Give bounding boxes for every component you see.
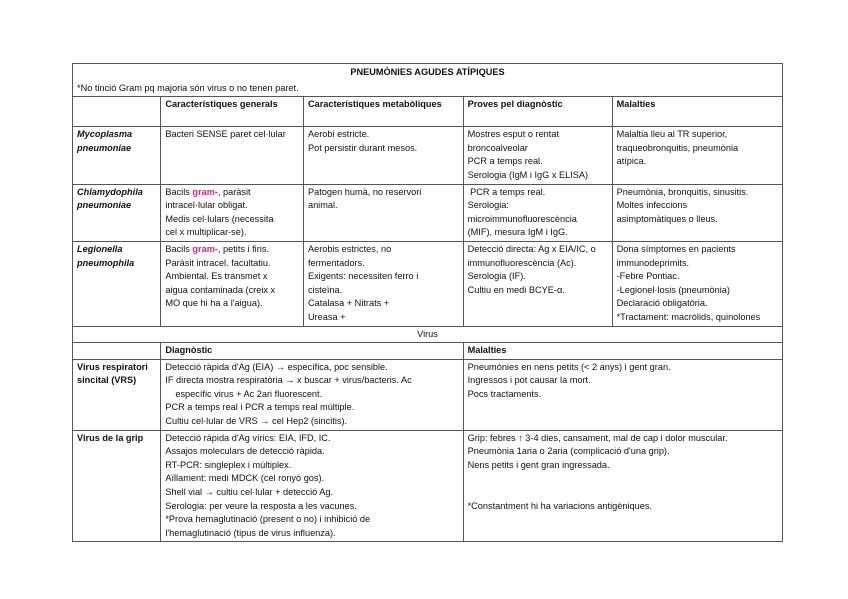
table-row: [73, 359, 783, 430]
header-diseases: Malalties: [612, 97, 782, 127]
header-tests: Proves pel diagnòstic: [463, 97, 612, 127]
diseases-cell: Dona símptomes en pacients immunodeprimits. -Febre Pontiac. -Legionel·losis (pneumònia) Declaració obligatòria. *Tractament: macròlids, quinolones: [612, 241, 782, 326]
diseases-cell: Pneumònia, bronquitis, sinusitis. Moltes infeccions asimptomàtiques o lleus.: [612, 184, 782, 241]
virus-name: Virus respiratori sincital (VRS): [73, 359, 161, 430]
gram-negative-label: gram-: [192, 243, 218, 254]
organism-name: Chlamydophila pneumoniae: [73, 184, 161, 241]
general-cell: Bacteri SENSE paret cel·lular: [161, 127, 304, 184]
tests-cell: PCR a temps real. Serologia: microimmunofluorescència (MIF), mesura IgM i IgG.: [463, 184, 612, 241]
virus-diseases-cell: Pneumònies en nens petits (< 2 anys) i gent gran. Ingressos i pot causar la mort. Pocs tractaments.: [463, 359, 782, 430]
atypical-pneumonia-table: [72, 63, 783, 542]
table-row: [73, 184, 783, 241]
gram-negative-label: gram-: [192, 186, 218, 197]
header-metabolic: Característiques metabòliques: [303, 97, 463, 127]
header-virus-diseases: Malalties: [463, 343, 782, 360]
organism-name: Mycoplasma pneumoniae: [73, 127, 161, 184]
table-row: [73, 241, 783, 326]
general-cell: Bacils gram-, paràsit intracel·lular obligat. Medis cel·lulars (necessita cel x multiplicar-se).: [161, 184, 304, 241]
diseases-cell: Malaltia lleu al TR superior, traqueobronquitis, pneumònia atípica.: [612, 127, 782, 184]
tests-cell: Detecció directa: Ag x EIA/IC, o immunofluorescència (Ac). Serologia (IF). Cultiu en medi BCYE-α.: [463, 241, 612, 326]
diagnosis-cell: Detecció ràpida d'Ag (EIA) → específica, poc sensible. IF directa mostra respiratòria → x buscar + virus/bacteris. Ac específic virus + Ac 2ari fluorescent. PCR a temps real i PCR a temps real múltiple. Cultiu cel·lular de VRS → cel Hep2 (sincitis).: [161, 359, 463, 430]
header-diagnosis: Diagnòstic: [161, 343, 463, 360]
virus-name: Virus de la grip: [73, 430, 161, 542]
general-cell: Bacils gram-, petits i fins. Paràsit intracel. facultatiu. Ambiental. Es transmet x aigua contaminada (creix x MO que hi ha a l'aigua).: [161, 241, 304, 326]
header-general: Característiques generals: [161, 97, 304, 127]
virus-section-title: Virus: [73, 326, 783, 343]
virus-diseases-cell: Grip: febres ↑ 3-4 dies, cansament, mal de cap i dolor muscular. Pneumònia 1aria o 2aria (complicació d'una grip). Nens petits i gent gran ingressada. *Constantment hi ha variacions antigèniques.: [463, 430, 782, 542]
empty-header-cell: [73, 343, 161, 360]
bacteria-header-row: [73, 97, 783, 127]
metabolic-cell: Patogen humà, no reservori animal.: [303, 184, 463, 241]
empty-header-cell: [73, 97, 161, 127]
table-title: PNEUMÒNIES AGUDES ATÍPIQUES: [73, 64, 783, 81]
table-row: [73, 127, 783, 184]
organism-name: Legionella pneumophila: [73, 241, 161, 326]
tests-cell: Mostres esput o rentat broncoalveolar PCR a temps real. Serologia (IgM i IgG x ELISA): [463, 127, 612, 184]
diagnosis-cell: Detecció ràpida d'Ag vírics: EIA, IFD, IC. Assajos moleculars de detecció ràpida. RT-PCR: singleplex i múltiplex. Aïllament: medi MDCK (cel ronyó gos). Shell vial → cultiu cel·lular + detecció Ag. Serologia: per veure la resposta a les vacunes. *Prova hemaglutinació (present o no) i inhibició de l'hemaglutinació (tipus de virus influenza).: [161, 430, 463, 542]
metabolic-cell: Aerobi estricte. Pot persistir durant mesos.: [303, 127, 463, 184]
gram-note: *No tinció Gram pq majoria són virus o no tenen paret.: [73, 81, 783, 97]
metabolic-cell: Aerobis estrictes, no fermentadors. Exigents: necessiten ferro i cisteïna. Catalasa + Nitrats + Ureasa +: [303, 241, 463, 326]
virus-header-row: [73, 343, 783, 360]
table-row: [73, 430, 783, 542]
